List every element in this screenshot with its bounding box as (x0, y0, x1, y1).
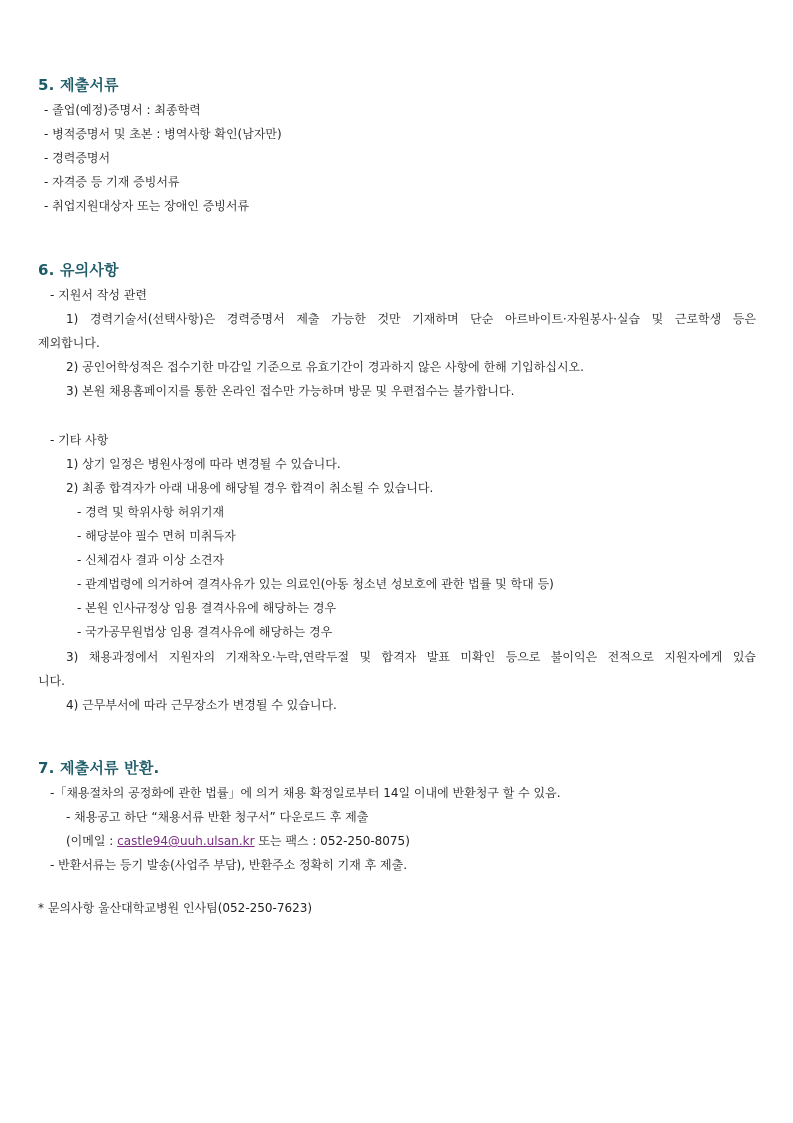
section-5-item: - 경력증명서 (44, 151, 111, 165)
return-law-line: -「채용절차의 공정화에 관한 법률」에 의거 채용 확정일로부터 14일 이내에 반환청구 할 수 있음. (50, 786, 561, 800)
section-5-title: 5. 제출서류 (38, 76, 119, 94)
disqualification-item: - 관계법령에 의거하여 결격사유가 있는 의료인(아동 청소년 성보호에 관한 법률 및 학대 등) (77, 577, 554, 591)
email-prefix: (이메일 : (66, 834, 118, 848)
section-6-subtitle: - 기타 사항 (50, 433, 109, 447)
section-6-item-continued: 제외합니다. (38, 336, 100, 350)
section-5-item: - 자격증 등 기재 증빙서류 (44, 175, 180, 189)
section-6-item: 4) 근무부서에 따라 근무장소가 변경될 수 있습니다. (66, 698, 337, 712)
fax-text: 또는 팩스 : 052-250-8075) (254, 834, 410, 848)
section-5-item: - 졸업(예정)증명서 : 최종학력 (44, 103, 201, 117)
section-7-title: 7. 제출서류 반환. (38, 759, 160, 777)
section-6-item: 1) 상기 일정은 병원사정에 따라 변경될 수 있습니다. (66, 457, 341, 471)
section-6-item: 3) 본원 채용홈페이지를 통한 온라인 접수만 가능하며 방문 및 우편접수는 불가합니다. (66, 384, 515, 398)
disqualification-item: - 신체검사 결과 이상 소견자 (77, 553, 225, 567)
section-5-item: - 취업지원대상자 또는 장애인 증빙서류 (44, 199, 250, 213)
section-6-item-continued: 니다. (38, 674, 65, 688)
section-6-item: 3) 채용과정에서 지원자의 기재착오·누락,연락두절 및 합격자 발표 미확인 등으로 불이익은 전적으로 지원자에게 있습 (66, 650, 756, 664)
disqualification-item: - 국가공무원법상 임용 결격사유에 해당하는 경우 (77, 625, 333, 639)
section-6-item: 2) 공인어학성적은 접수기한 마감일 기준으로 유효기간이 경과하지 않은 사항에 한해 기입하십시오. (66, 360, 584, 374)
section-6-item: 1) 경력기술서(선택사항)은 경력증명서 제출 가능한 것만 기재하며 단순 아르바이트·자원봉사·실습 및 근로학생 등은 (66, 312, 756, 326)
return-contact-line (66, 834, 410, 849)
disqualification-item: - 해당분야 필수 면허 미취득자 (77, 529, 236, 543)
return-form-line: - 채용공고 하단 “채용서류 반환 청구서” 다운로드 후 제출 (66, 810, 369, 824)
return-shipping-line: - 반환서류는 등기 발송(사업주 부담), 반환주소 정확히 기재 후 제출. (50, 858, 408, 872)
disqualification-item: - 본원 인사규정상 임용 결격사유에 해당하는 경우 (77, 601, 337, 615)
section-6-subtitle: - 지원서 작성 관련 (50, 288, 147, 302)
disqualification-item: - 경력 및 학위사항 허위기재 (77, 505, 225, 519)
section-6-item: 2) 최종 합격자가 아래 내용에 해당될 경우 합격이 취소될 수 있습니다. (66, 481, 434, 495)
contact-note: * 문의사항 울산대학교병원 인사팀(052-250-7623) (38, 901, 313, 915)
section-6-title: 6. 유의사항 (38, 261, 119, 279)
email-link[interactable]: castle94@uuh.ulsan.kr (117, 834, 255, 848)
section-5-item: - 병적증명서 및 초본 : 병역사항 확인(남자만) (44, 127, 282, 141)
